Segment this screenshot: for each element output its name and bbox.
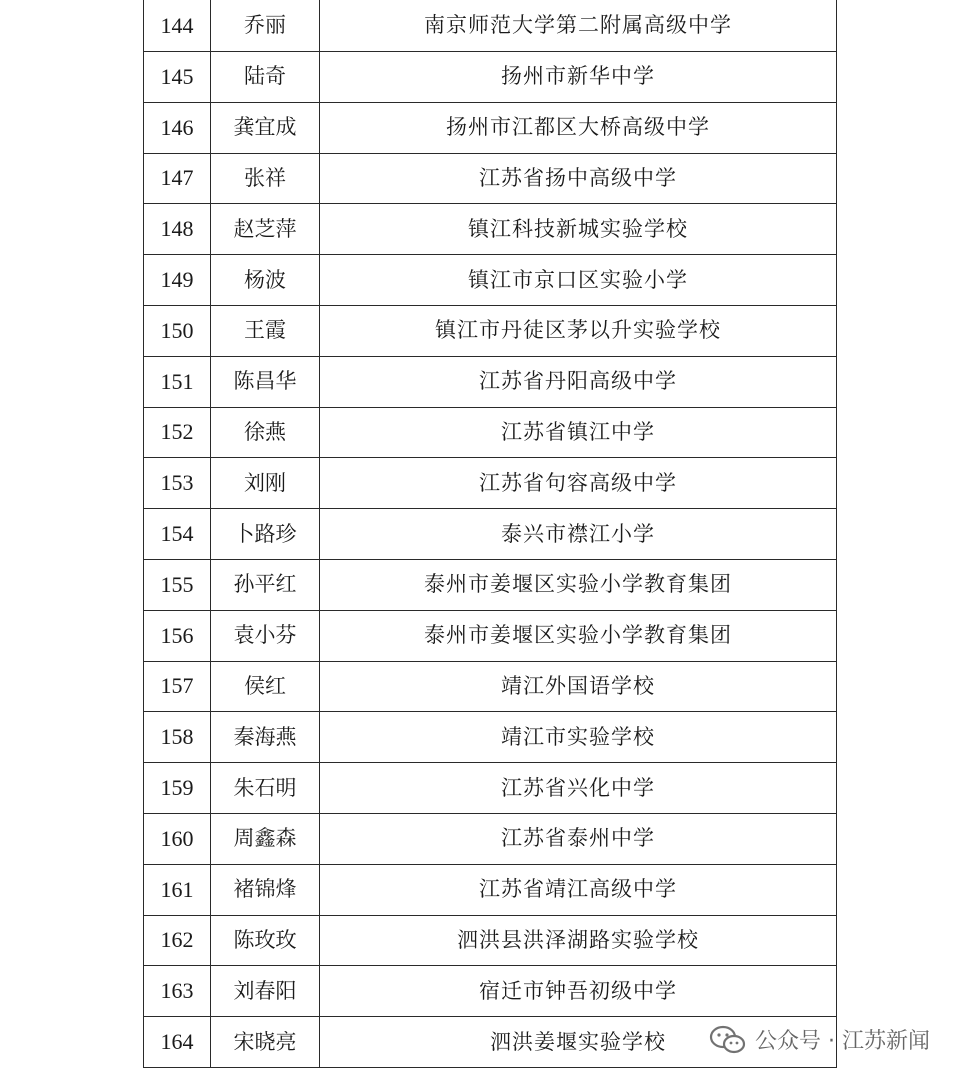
person-name: 刘春阳 bbox=[211, 966, 320, 1017]
table-row bbox=[144, 813, 837, 864]
row-number: 156 bbox=[144, 610, 211, 661]
row-number: 163 bbox=[144, 966, 211, 1017]
row-number: 153 bbox=[144, 458, 211, 509]
school-name: 江苏省丹阳高级中学 bbox=[320, 356, 837, 407]
school-name: 江苏省泰州中学 bbox=[320, 813, 837, 864]
person-name: 刘刚 bbox=[211, 458, 320, 509]
person-name: 杨波 bbox=[211, 255, 320, 306]
table-row bbox=[144, 255, 837, 306]
table-row bbox=[144, 102, 837, 153]
person-name: 朱石明 bbox=[211, 763, 320, 814]
person-name: 秦海燕 bbox=[211, 712, 320, 763]
row-number: 155 bbox=[144, 559, 211, 610]
table-row bbox=[144, 661, 837, 712]
table-row bbox=[144, 153, 837, 204]
table-body bbox=[144, 0, 837, 1067]
school-name: 扬州市江都区大桥高级中学 bbox=[320, 102, 837, 153]
school-name: 扬州市新华中学 bbox=[320, 52, 837, 103]
row-number: 161 bbox=[144, 864, 211, 915]
table-row bbox=[144, 458, 837, 509]
award-list-table-container bbox=[143, 0, 837, 1068]
row-number: 152 bbox=[144, 407, 211, 458]
person-name: 陈昌华 bbox=[211, 356, 320, 407]
row-number: 150 bbox=[144, 305, 211, 356]
row-number: 144 bbox=[144, 0, 211, 52]
person-name: 侯红 bbox=[211, 661, 320, 712]
watermark-text: 公众号 · 江苏新闻 bbox=[755, 1029, 930, 1054]
school-name: 镇江市丹徒区茅以升实验学校 bbox=[320, 305, 837, 356]
person-name: 乔丽 bbox=[211, 0, 320, 52]
table-row bbox=[144, 509, 837, 560]
person-name: 孙平红 bbox=[211, 559, 320, 610]
school-name: 泰兴市襟江小学 bbox=[320, 509, 837, 560]
row-number: 159 bbox=[144, 763, 211, 814]
row-number: 148 bbox=[144, 204, 211, 255]
school-name: 靖江外国语学校 bbox=[320, 661, 837, 712]
table-row bbox=[144, 915, 837, 966]
table-row bbox=[144, 52, 837, 103]
school-name: 泗洪县洪泽湖路实验学校 bbox=[320, 915, 837, 966]
person-name: 王霞 bbox=[211, 305, 320, 356]
school-name: 南京师范大学第二附属高级中学 bbox=[320, 0, 837, 52]
table-row bbox=[144, 966, 837, 1017]
person-name: 赵芝萍 bbox=[211, 204, 320, 255]
table-row bbox=[144, 763, 837, 814]
school-name: 镇江市京口区实验小学 bbox=[320, 255, 837, 306]
row-number: 147 bbox=[144, 153, 211, 204]
school-name: 江苏省镇江中学 bbox=[320, 407, 837, 458]
school-name: 宿迁市钟吾初级中学 bbox=[320, 966, 837, 1017]
row-number: 151 bbox=[144, 356, 211, 407]
person-name: 徐燕 bbox=[211, 407, 320, 458]
table-row bbox=[144, 864, 837, 915]
person-name: 宋晓亮 bbox=[211, 1017, 320, 1068]
watermark bbox=[709, 1024, 930, 1055]
table-row bbox=[144, 407, 837, 458]
person-name: 陈玫玫 bbox=[211, 915, 320, 966]
person-name: 褚锦烽 bbox=[211, 864, 320, 915]
award-list-table bbox=[143, 0, 837, 1068]
table-row bbox=[144, 610, 837, 661]
row-number: 157 bbox=[144, 661, 211, 712]
school-name: 镇江科技新城实验学校 bbox=[320, 204, 837, 255]
school-name: 泰州市姜堰区实验小学教育集团 bbox=[320, 610, 837, 661]
school-name: 泗洪姜堰实验学校 bbox=[320, 1017, 837, 1068]
row-number: 160 bbox=[144, 813, 211, 864]
table-row bbox=[144, 559, 837, 610]
row-number: 162 bbox=[144, 915, 211, 966]
person-name: 龚宜成 bbox=[211, 102, 320, 153]
person-name: 周鑫森 bbox=[211, 813, 320, 864]
row-number: 149 bbox=[144, 255, 211, 306]
table-row bbox=[144, 712, 837, 763]
wechat-icon bbox=[709, 1025, 747, 1055]
person-name: 卜路珍 bbox=[211, 509, 320, 560]
school-name: 江苏省兴化中学 bbox=[320, 763, 837, 814]
school-name: 江苏省靖江高级中学 bbox=[320, 864, 837, 915]
school-name: 江苏省扬中高级中学 bbox=[320, 153, 837, 204]
person-name: 陆奇 bbox=[211, 52, 320, 103]
person-name: 张祥 bbox=[211, 153, 320, 204]
person-name: 袁小芬 bbox=[211, 610, 320, 661]
row-number: 146 bbox=[144, 102, 211, 153]
row-number: 158 bbox=[144, 712, 211, 763]
school-name: 泰州市姜堰区实验小学教育集团 bbox=[320, 559, 837, 610]
row-number: 154 bbox=[144, 509, 211, 560]
school-name: 江苏省句容高级中学 bbox=[320, 458, 837, 509]
row-number: 164 bbox=[144, 1017, 211, 1068]
school-name: 靖江市实验学校 bbox=[320, 712, 837, 763]
table-row bbox=[144, 356, 837, 407]
table-row bbox=[144, 305, 837, 356]
row-number: 145 bbox=[144, 52, 211, 103]
table-row bbox=[144, 0, 837, 52]
table-row bbox=[144, 204, 837, 255]
